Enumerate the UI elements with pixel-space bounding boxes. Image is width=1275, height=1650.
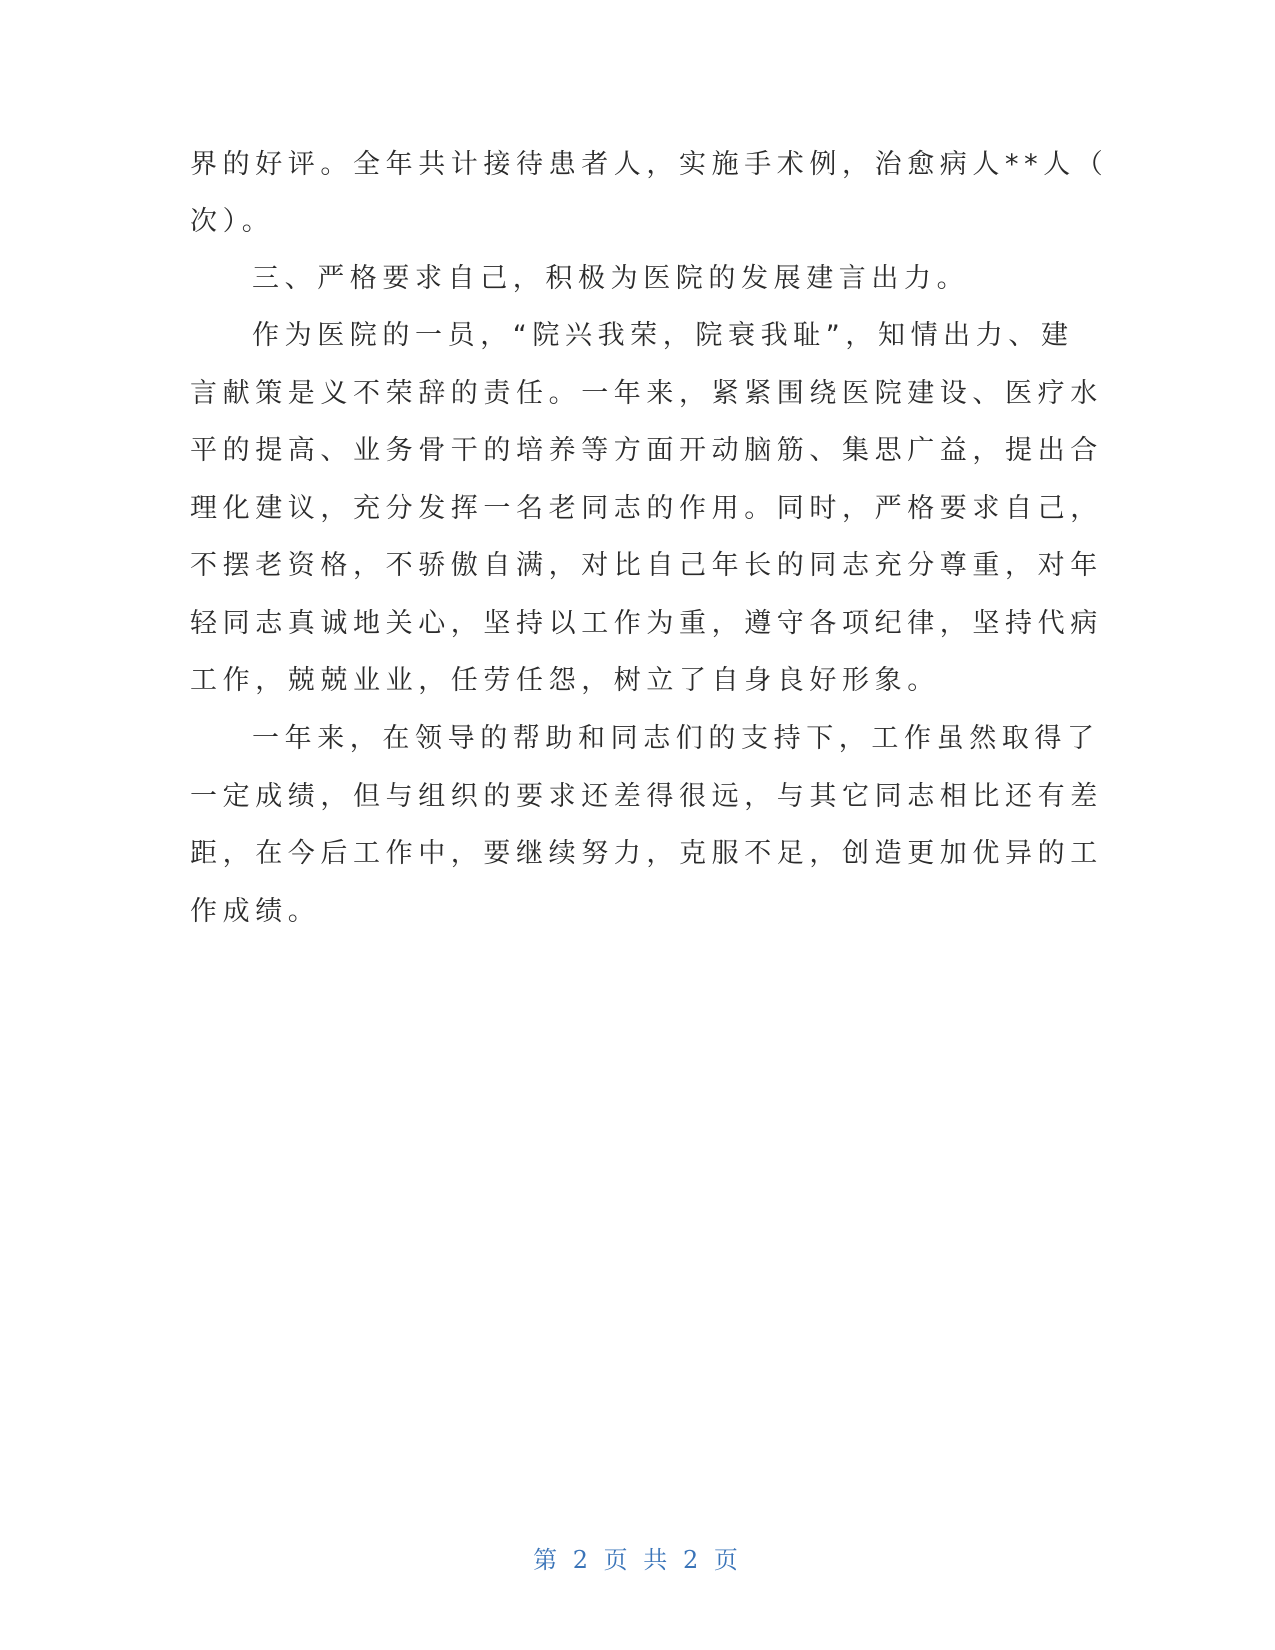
text-line: 言献策是义不荣辞的责任。一年来，紧紧围绕医院建设、医疗水 (190, 378, 1103, 409)
text-line: 距，在今后工作中，要继续努力，克服不足，创造更加优异的工 (190, 838, 1103, 869)
text-line: 次）。 (190, 206, 275, 237)
text-line: 轻同志真诚地关心，坚持以工作为重，遵守各项纪律，坚持代病 (190, 608, 1103, 639)
text-line: 工作，兢兢业业，任劳任怨，树立了自身良好形象。 (190, 665, 940, 696)
text-line: 不摆老资格，不骄傲自满，对比自己年长的同志充分尊重，对年 (190, 550, 1103, 581)
text-line: 界的好评。全年共计接待患者人，实施手术例，治愈病人**人（ (190, 149, 1109, 180)
section-heading: 三、严格要求自己，积极为医院的发展建言出力。 (252, 263, 970, 294)
text-line: 一年来，在领导的帮助和同志们的支持下，工作虽然取得了 (252, 723, 1100, 754)
page-number-footer: 第 2 页 共 2 页 (533, 1546, 742, 1574)
text-line: 作为医院的一员，“院兴我荣，院衰我耻”，知情出力、建 (252, 320, 1074, 351)
text-line: 一定成绩，但与组织的要求还差得很远，与其它同志相比还有差 (190, 781, 1103, 812)
text-line: 作成绩。 (190, 896, 321, 927)
text-line: 理化建议，充分发挥一名老同志的作用。同时，严格要求自己， (190, 493, 1103, 524)
text-line: 平的提高、业务骨干的培养等方面开动脑筋、集思广益，提出合 (190, 435, 1103, 466)
